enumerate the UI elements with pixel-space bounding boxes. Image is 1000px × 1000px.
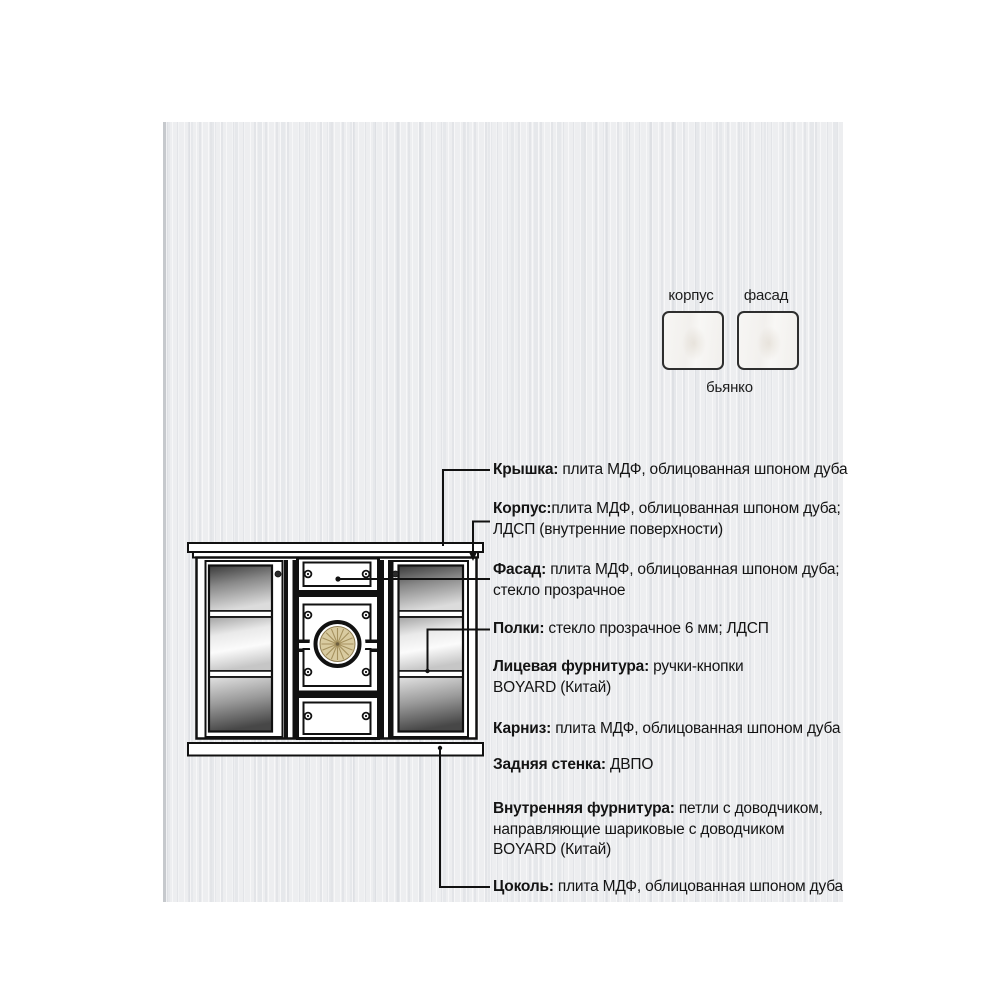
annotation-line [493, 619, 769, 640]
annotation-label: Полки: [493, 620, 545, 637]
annotation-facade [493, 560, 839, 601]
annotation-top [493, 460, 847, 481]
finish-swatch-fasad [737, 311, 799, 370]
annotation-line: BOYARD (Китай) [493, 678, 612, 696]
annotation-line [493, 877, 843, 898]
swatch-label-korpus: корпус [668, 287, 714, 304]
annotation-label: Карниз: [493, 720, 552, 737]
annotation-text: петли с доводчиком, [674, 800, 823, 817]
swatch-caption: бьянко [706, 379, 753, 396]
annotation-back-panel [493, 755, 653, 776]
annotation-line: BOYARD (Китай) [493, 841, 612, 858]
annotation-line: ЛДСП (внутренние поверхности) [493, 520, 723, 538]
swatch-label-fasad: фасад [743, 287, 789, 304]
annotation-label: Задняя стенка: [493, 756, 606, 773]
annotation-shelves [493, 619, 769, 640]
annotation-label: Фасад: [493, 561, 547, 578]
annotation-label: Цоколь: [493, 878, 554, 895]
annotation-line [493, 560, 839, 581]
annotation-line [493, 755, 653, 776]
annotation-line [493, 799, 823, 820]
annotation-label: Крышка: [493, 461, 559, 478]
annotation-line: стекло прозрачное [493, 581, 626, 599]
annotation-line [493, 719, 840, 740]
annotation-text: стекло прозрачное 6 мм; ЛДСП [544, 620, 769, 637]
annotation-text: плита МДФ, облицованная шпоном дуба; [546, 561, 840, 578]
annotation-label: Корпус: [493, 500, 552, 517]
annotation-label: Лицевая фурнитура: [493, 658, 650, 675]
annotation-label: Внутренняя фурнитура: [493, 800, 675, 817]
annotation-text: плита МДФ, облицованная шпоном дуба [551, 720, 841, 737]
annotation-text: плита МДФ, облицованная шпоном дуба [553, 878, 843, 895]
annotation-line [493, 499, 841, 520]
finish-swatch-korpus [662, 311, 724, 370]
annotation-line [493, 460, 847, 481]
annotation-plinth [493, 877, 843, 898]
annotation-cornice [493, 719, 840, 740]
annotation-line: направляющие шариковые с доводчиком [493, 820, 785, 838]
annotation-text: плита МДФ, облицованная шпоном дуба; [551, 500, 841, 517]
annotation-line [493, 657, 743, 678]
annotation-body [493, 499, 841, 540]
annotation-text: ДВПО [605, 756, 654, 773]
annotation-front-hardware [493, 657, 743, 698]
annotation-text: ручки-кнопки [649, 658, 744, 675]
annotation-internal-hardware [493, 799, 823, 861]
annotation-text: плита МДФ, облицованная шпоном дуба [558, 461, 848, 478]
